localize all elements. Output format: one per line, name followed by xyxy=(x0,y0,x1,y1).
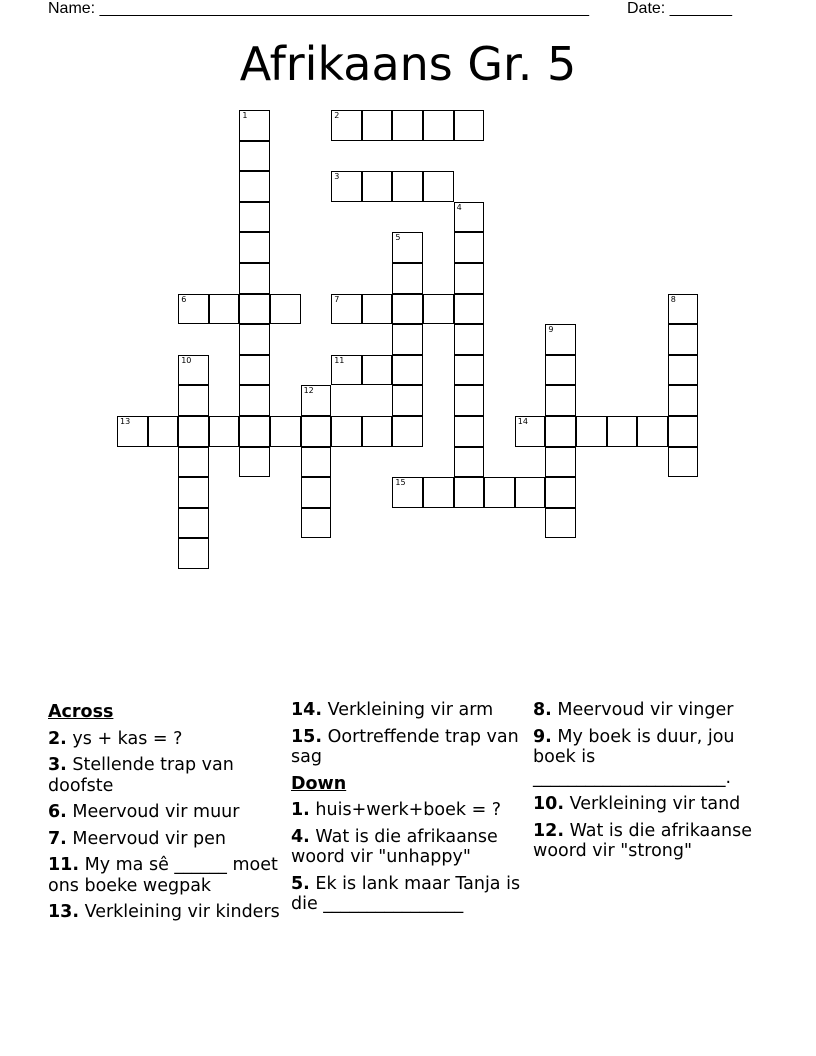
grid-cell[interactable] xyxy=(454,263,485,294)
across-clue xyxy=(48,755,284,796)
cell-number: 11 xyxy=(334,355,345,365)
clue-number: 15. xyxy=(291,726,323,747)
grid-cell[interactable] xyxy=(392,324,423,355)
clue-text: huis+werk+boek = ? xyxy=(315,800,502,820)
grid-cell[interactable] xyxy=(668,447,699,478)
grid-cell[interactable] xyxy=(239,447,270,478)
grid-cell[interactable] xyxy=(209,416,240,447)
grid-cell[interactable] xyxy=(545,324,576,355)
across-heading: Across xyxy=(48,702,114,722)
clues-column-1 xyxy=(48,700,284,929)
clue-text: Ek is lank maar Tanja is die ________________ xyxy=(291,873,521,914)
grid-cell[interactable] xyxy=(239,232,270,263)
across-clue xyxy=(48,802,284,823)
grid-cell[interactable] xyxy=(148,416,179,447)
grid-cell[interactable] xyxy=(392,294,423,325)
grid-cell[interactable] xyxy=(637,416,668,447)
grid-cell[interactable] xyxy=(239,141,270,172)
cell-number: 12 xyxy=(303,386,314,396)
grid-cell[interactable] xyxy=(178,355,209,386)
cell-number: 6 xyxy=(181,294,187,304)
clue-number: 5. xyxy=(291,873,310,894)
down-clue xyxy=(533,727,767,789)
grid-cell[interactable] xyxy=(178,538,209,569)
clue-text: Verkleining vir kinders xyxy=(84,902,280,922)
grid-cell[interactable] xyxy=(668,294,699,325)
grid-cell[interactable] xyxy=(178,508,209,539)
grid-cell[interactable] xyxy=(423,110,454,141)
cell-number: 13 xyxy=(120,417,131,426)
clue-text: My ma sê ______ moet ons boeke wegpak xyxy=(48,855,278,896)
clue-number: 7. xyxy=(48,828,67,849)
grid-cell[interactable] xyxy=(423,294,454,325)
clue-number: 11. xyxy=(48,855,80,875)
clue-text: Meervoud vir muur xyxy=(72,802,240,822)
grid-cell[interactable] xyxy=(454,385,485,416)
grid-cell[interactable] xyxy=(239,263,270,294)
grid-cell[interactable] xyxy=(331,294,362,325)
clue-number: 1. xyxy=(291,800,310,820)
grid-cell[interactable] xyxy=(545,355,576,386)
grid-cell[interactable] xyxy=(668,324,699,355)
clue-number: 8. xyxy=(533,700,552,720)
grid-cell[interactable] xyxy=(454,324,485,355)
grid-cell[interactable] xyxy=(392,355,423,386)
down-clue xyxy=(291,874,525,915)
grid-cell[interactable] xyxy=(454,294,485,325)
cell-number: 4 xyxy=(456,202,462,212)
grid-cell[interactable] xyxy=(239,385,270,416)
grid-cell[interactable] xyxy=(239,324,270,355)
down-heading: Down xyxy=(291,773,347,794)
cell-number: 5 xyxy=(395,233,401,243)
clues-column-3 xyxy=(533,700,767,868)
clue-number: 4. xyxy=(291,826,310,847)
grid-cell[interactable] xyxy=(607,416,638,447)
clue-text: Meervoud vir vinger xyxy=(557,700,734,720)
grid-cell[interactable] xyxy=(515,416,546,447)
clue-number: 13. xyxy=(48,902,80,922)
grid-cell[interactable] xyxy=(668,416,699,447)
grid-cell[interactable] xyxy=(545,477,576,508)
clue-number: 6. xyxy=(48,802,67,822)
grid-cell[interactable] xyxy=(454,447,485,478)
grid-cell[interactable] xyxy=(545,385,576,416)
clue-number: 3. xyxy=(48,755,67,775)
grid-cell[interactable] xyxy=(484,477,515,508)
grid-cell[interactable] xyxy=(178,416,209,447)
grid-cell[interactable] xyxy=(239,294,270,325)
grid-cell[interactable] xyxy=(392,232,423,263)
grid-cell[interactable] xyxy=(392,171,423,202)
grid-cell[interactable] xyxy=(423,171,454,202)
across-clue xyxy=(291,700,525,721)
clue-text: ys + kas = ? xyxy=(72,728,183,749)
grid-cell[interactable] xyxy=(331,110,362,141)
grid-cell[interactable] xyxy=(209,294,240,325)
date-field-label: Date: _______ xyxy=(627,0,732,17)
down-clue xyxy=(533,700,767,721)
grid-cell[interactable] xyxy=(301,416,332,447)
grid-cell[interactable] xyxy=(239,355,270,386)
down-clue xyxy=(533,794,767,815)
clue-number: 12. xyxy=(533,820,565,841)
clue-number: 2. xyxy=(48,728,67,749)
grid-cell[interactable] xyxy=(362,355,393,386)
cell-number: 7 xyxy=(334,294,340,304)
grid-cell[interactable] xyxy=(331,416,362,447)
name-field-label: Name: _______________________________________________________ xyxy=(48,0,589,17)
grid-cell[interactable] xyxy=(362,110,393,141)
clue-number: 9. xyxy=(533,726,552,747)
grid-cell[interactable] xyxy=(392,385,423,416)
grid-cell[interactable] xyxy=(454,477,485,508)
grid-cell[interactable] xyxy=(178,385,209,416)
cell-number: 8 xyxy=(670,294,676,304)
grid-cell[interactable] xyxy=(239,171,270,202)
grid-cell[interactable] xyxy=(270,416,301,447)
grid-cell[interactable] xyxy=(545,416,576,447)
grid-cell[interactable] xyxy=(178,477,209,508)
clue-text: Oortreffende trap van sag xyxy=(291,726,519,767)
grid-cell[interactable] xyxy=(178,294,209,325)
grid-cell[interactable] xyxy=(239,202,270,233)
clue-text: My boek is duur, jou boek is ______________________. xyxy=(533,726,735,788)
across-clue xyxy=(48,902,284,923)
grid-cell[interactable] xyxy=(117,416,148,447)
grid-cell[interactable] xyxy=(454,110,485,141)
across-clue xyxy=(291,727,525,768)
grid-cell[interactable] xyxy=(392,416,423,447)
grid-cell[interactable] xyxy=(270,294,301,325)
grid-cell[interactable] xyxy=(239,110,270,141)
across-clue xyxy=(48,855,284,896)
cell-number: 9 xyxy=(548,325,554,335)
clue-text: Stellende trap van doofste xyxy=(48,755,234,796)
down-clue xyxy=(291,827,525,868)
across-clue xyxy=(48,729,284,750)
grid-cell[interactable] xyxy=(301,508,332,539)
grid-cell[interactable] xyxy=(668,385,699,416)
grid-cell[interactable] xyxy=(239,416,270,447)
clue-text: Verkleining vir tand xyxy=(569,794,741,814)
grid-cell[interactable] xyxy=(392,263,423,294)
cell-number: 2 xyxy=(334,111,340,120)
cell-number: 10 xyxy=(181,355,192,365)
cell-number: 3 xyxy=(334,172,340,182)
grid-cell[interactable] xyxy=(423,477,454,508)
grid-cell[interactable] xyxy=(301,477,332,508)
clue-text: Wat is die afrikaanse woord vir "unhappy" xyxy=(291,826,498,867)
grid-cell[interactable] xyxy=(178,447,209,478)
grid-cell[interactable] xyxy=(301,385,332,416)
grid-cell[interactable] xyxy=(454,232,485,263)
grid-cell[interactable] xyxy=(301,447,332,478)
cell-number: 14 xyxy=(517,417,528,426)
grid-cell[interactable] xyxy=(392,477,423,508)
grid-cell[interactable] xyxy=(545,447,576,478)
grid-cell[interactable] xyxy=(362,416,393,447)
grid-cell[interactable] xyxy=(362,171,393,202)
clue-text: Meervoud vir pen xyxy=(72,828,227,849)
grid-cell[interactable] xyxy=(392,110,423,141)
grid-cell[interactable] xyxy=(545,508,576,539)
grid-cell[interactable] xyxy=(454,416,485,447)
page-title: Afrikaans Gr. 5 xyxy=(239,37,577,91)
grid-cell[interactable] xyxy=(331,355,362,386)
clue-number: 14. xyxy=(291,700,323,720)
clue-text: Verkleining vir arm xyxy=(327,700,494,720)
grid-cell[interactable] xyxy=(668,355,699,386)
grid-cell[interactable] xyxy=(576,416,607,447)
cell-number: 1 xyxy=(242,111,248,120)
clue-number: 10. xyxy=(533,794,565,814)
down-clue xyxy=(291,800,525,821)
cell-number: 15 xyxy=(395,478,406,488)
grid-cell[interactable] xyxy=(362,294,393,325)
down-clue xyxy=(533,821,767,862)
grid-cell[interactable] xyxy=(454,355,485,386)
grid-cell[interactable] xyxy=(331,171,362,202)
grid-cell[interactable] xyxy=(515,477,546,508)
grid-cell[interactable] xyxy=(454,202,485,233)
across-clue xyxy=(48,829,284,850)
clue-text: Wat is die afrikaanse woord vir "strong" xyxy=(533,820,752,861)
clues-column-2 xyxy=(291,700,525,921)
